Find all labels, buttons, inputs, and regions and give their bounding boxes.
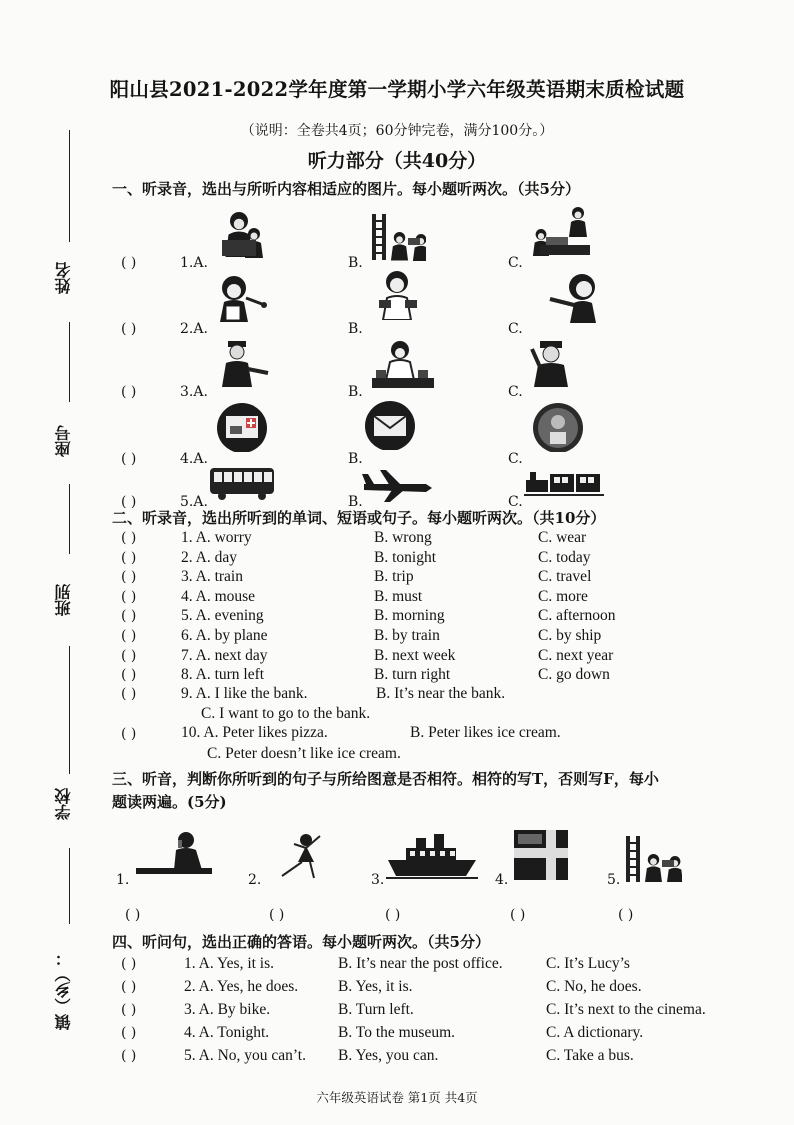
- binding-line: [69, 130, 70, 242]
- answer-paren[interactable]: ( ): [121, 589, 137, 605]
- answer-paren[interactable]: ( ): [121, 979, 137, 995]
- bus-picture-icon: [208, 464, 278, 506]
- class-label: 班别: [54, 584, 73, 616]
- option-a: 2. A. day: [181, 549, 237, 566]
- family-picture-icon: [218, 210, 274, 264]
- exam-title: 阳山县2021-2022学年度第一学期小学六年级英语期末质检试题: [109, 78, 685, 101]
- option-c: C. Take a bus.: [546, 1047, 634, 1064]
- option-a: 3. A. train: [181, 568, 243, 585]
- police-officer-picture-icon: [216, 339, 272, 393]
- answer-paren[interactable]: ( ): [121, 1002, 137, 1018]
- question-number: 2.: [248, 872, 262, 888]
- question-number: 5.: [607, 872, 621, 888]
- option-b: B. Yes, you can.: [338, 1047, 439, 1064]
- answer-paren[interactable]: ( ): [269, 907, 285, 923]
- answer-paren[interactable]: ( ): [121, 550, 137, 566]
- binding-line: [69, 322, 70, 402]
- question-number: 3.A.: [180, 384, 208, 400]
- option-c: C. go down: [538, 666, 610, 683]
- option-b: B. by train: [374, 627, 440, 644]
- exam-note: （说明：全卷共4页；60分钟完卷，满分100分。）: [240, 123, 554, 139]
- answer-paren[interactable]: ( ): [121, 530, 137, 546]
- plane-picture-icon: [362, 466, 434, 508]
- answer-paren[interactable]: ( ): [121, 667, 137, 683]
- answer-paren[interactable]: ( ): [510, 907, 526, 923]
- option-b: B. It’s near the bank.: [376, 685, 506, 702]
- officer-picture-icon: [528, 339, 584, 393]
- option-c: C. more: [538, 588, 588, 605]
- option-c-label: C.: [508, 494, 523, 510]
- option-c: C. afternoon: [538, 607, 616, 624]
- section2-heading: 二、听录音，选出所听到的单词、短语或句子。每小题听两次。（共10分）: [112, 509, 606, 527]
- question-number: 5.A.: [180, 494, 208, 510]
- answer-paren[interactable]: ( ): [121, 1025, 137, 1041]
- option-a: 4. A. Tonight.: [184, 1024, 270, 1041]
- answer-paren[interactable]: ( ): [121, 451, 137, 467]
- question-number: 1.: [116, 872, 130, 888]
- option-b: B. morning: [374, 607, 445, 624]
- option-c: C. I want to go to the bank.: [201, 705, 371, 722]
- answer-paren[interactable]: ( ): [121, 726, 137, 742]
- museum-picture-icon: [532, 402, 588, 456]
- option-a: 10. A. Peter likes pizza.: [181, 724, 328, 741]
- option-c: C. It’s next to the cinema.: [546, 1001, 706, 1018]
- option-b: B. trip: [374, 568, 414, 585]
- option-a: 8. A. turn left: [181, 666, 265, 683]
- binding-line: [69, 484, 70, 554]
- option-b-label: B.: [348, 321, 363, 337]
- option-c-label: C.: [508, 384, 523, 400]
- option-b: B. tonight: [374, 549, 437, 566]
- option-b: B. wrong: [374, 529, 432, 546]
- answer-paren[interactable]: ( ): [121, 321, 137, 337]
- option-c: C. travel: [538, 568, 592, 585]
- option-b-label: B.: [348, 451, 363, 467]
- option-c: C. today: [538, 549, 591, 566]
- street-map-picture-icon: [514, 830, 568, 884]
- scientist-picture-icon: [370, 340, 436, 394]
- option-c-label: C.: [508, 321, 523, 337]
- question-number: 3.: [371, 872, 385, 888]
- part-title: 听力部分（共40分）: [307, 150, 487, 172]
- option-a: 9. A. I like the bank.: [181, 685, 308, 702]
- answer-paren[interactable]: ( ): [121, 1048, 137, 1064]
- answer-paren[interactable]: ( ): [121, 628, 137, 644]
- option-b-label: B.: [348, 384, 363, 400]
- option-a: 5. A. No, you can’t.: [184, 1047, 306, 1064]
- option-c: C. by ship: [538, 627, 602, 644]
- option-a: 1. A. Yes, it is.: [184, 955, 275, 972]
- option-b: B. It’s near the post office.: [338, 955, 503, 972]
- option-b: B. must: [374, 588, 423, 605]
- name-label: 姓名: [54, 262, 73, 294]
- dancing-girl-picture-icon: [272, 832, 342, 886]
- option-b: B. To the museum.: [338, 1024, 456, 1041]
- option-b-label: B.: [348, 494, 363, 510]
- answer-paren[interactable]: ( ): [121, 255, 137, 271]
- option-a: 1. A. worry: [181, 529, 252, 546]
- option-a: 4. A. mouse: [181, 588, 256, 605]
- answer-paren[interactable]: ( ): [121, 686, 137, 702]
- option-a: 3. A. By bike.: [184, 1001, 271, 1018]
- option-a: 6. A. by plane: [181, 627, 268, 644]
- option-b: B. Turn left.: [338, 1001, 414, 1018]
- question-number: 2.A.: [180, 321, 208, 337]
- train-picture-icon: [524, 466, 606, 502]
- answer-paren[interactable]: ( ): [618, 907, 634, 923]
- option-b: B. next week: [374, 647, 456, 664]
- road-workers-picture-icon: [370, 212, 426, 266]
- option-a: 2. A. Yes, he does.: [184, 978, 299, 995]
- post-office-picture-icon: [364, 400, 420, 454]
- school-label: 学校: [54, 788, 73, 820]
- option-c: C. Peter doesn’t like ice cream.: [207, 745, 401, 762]
- option-b: B. Yes, it is.: [338, 978, 413, 995]
- seat-label: 座号: [54, 425, 73, 457]
- binding-line: [69, 646, 70, 774]
- section3-heading-line2: 题读两遍。(5分): [112, 793, 227, 811]
- option-a: 7. A. next day: [181, 647, 268, 664]
- option-c-label: C.: [508, 451, 523, 467]
- town-label: 镇（乡）：: [54, 950, 73, 1030]
- option-b: B. Peter likes ice cream.: [410, 724, 561, 741]
- option-c: C. No, he does.: [546, 978, 642, 995]
- option-b: B. turn right: [374, 666, 451, 683]
- singer-picture-icon: [216, 274, 272, 328]
- option-c: C. A dictionary.: [546, 1024, 644, 1041]
- road-workers-picture-icon: [624, 834, 682, 886]
- section4-heading: 四、听问句，选出正确的答语。每小题听两次。（共5分）: [112, 933, 490, 951]
- hospital-picture-icon: [216, 402, 272, 456]
- answer-paren[interactable]: ( ): [125, 907, 141, 923]
- question-number: 4.A.: [180, 451, 208, 467]
- option-b-label: B.: [348, 255, 363, 271]
- option-c-label: C.: [508, 255, 523, 271]
- option-c: C. wear: [538, 529, 587, 546]
- answer-paren[interactable]: ( ): [385, 907, 401, 923]
- option-a: 5. A. evening: [181, 607, 264, 624]
- binding-line: [69, 848, 70, 924]
- pointing-girl-picture-icon: [548, 273, 604, 327]
- answer-paren[interactable]: ( ): [121, 648, 137, 664]
- question-number: 1.A.: [180, 255, 208, 271]
- answer-paren[interactable]: ( ): [121, 608, 137, 624]
- question-number: 4.: [495, 872, 509, 888]
- option-c: C. It’s Lucy’s: [546, 955, 630, 972]
- answer-paren[interactable]: ( ): [121, 569, 137, 585]
- cook-picture-icon: [375, 270, 431, 324]
- answer-paren[interactable]: ( ): [121, 956, 137, 972]
- section1-heading: 一、听录音，选出与所听内容相适应的图片。每小题听两次。（共5分）: [112, 180, 580, 198]
- answer-paren[interactable]: ( ): [121, 384, 137, 400]
- ship-picture-icon: [386, 830, 478, 884]
- option-c: C. next year: [538, 647, 614, 664]
- page-footer: 六年级英语试卷 第1页 共4页: [316, 1090, 478, 1105]
- section3-heading-line1: 三、听音，判断你所听到的句子与所给图意是否相符。相符的写T，否则写F，每小: [112, 770, 659, 788]
- answer-paren[interactable]: ( ): [121, 494, 137, 510]
- party-picture-icon: [532, 207, 596, 261]
- phone-call-picture-icon: [136, 830, 212, 882]
